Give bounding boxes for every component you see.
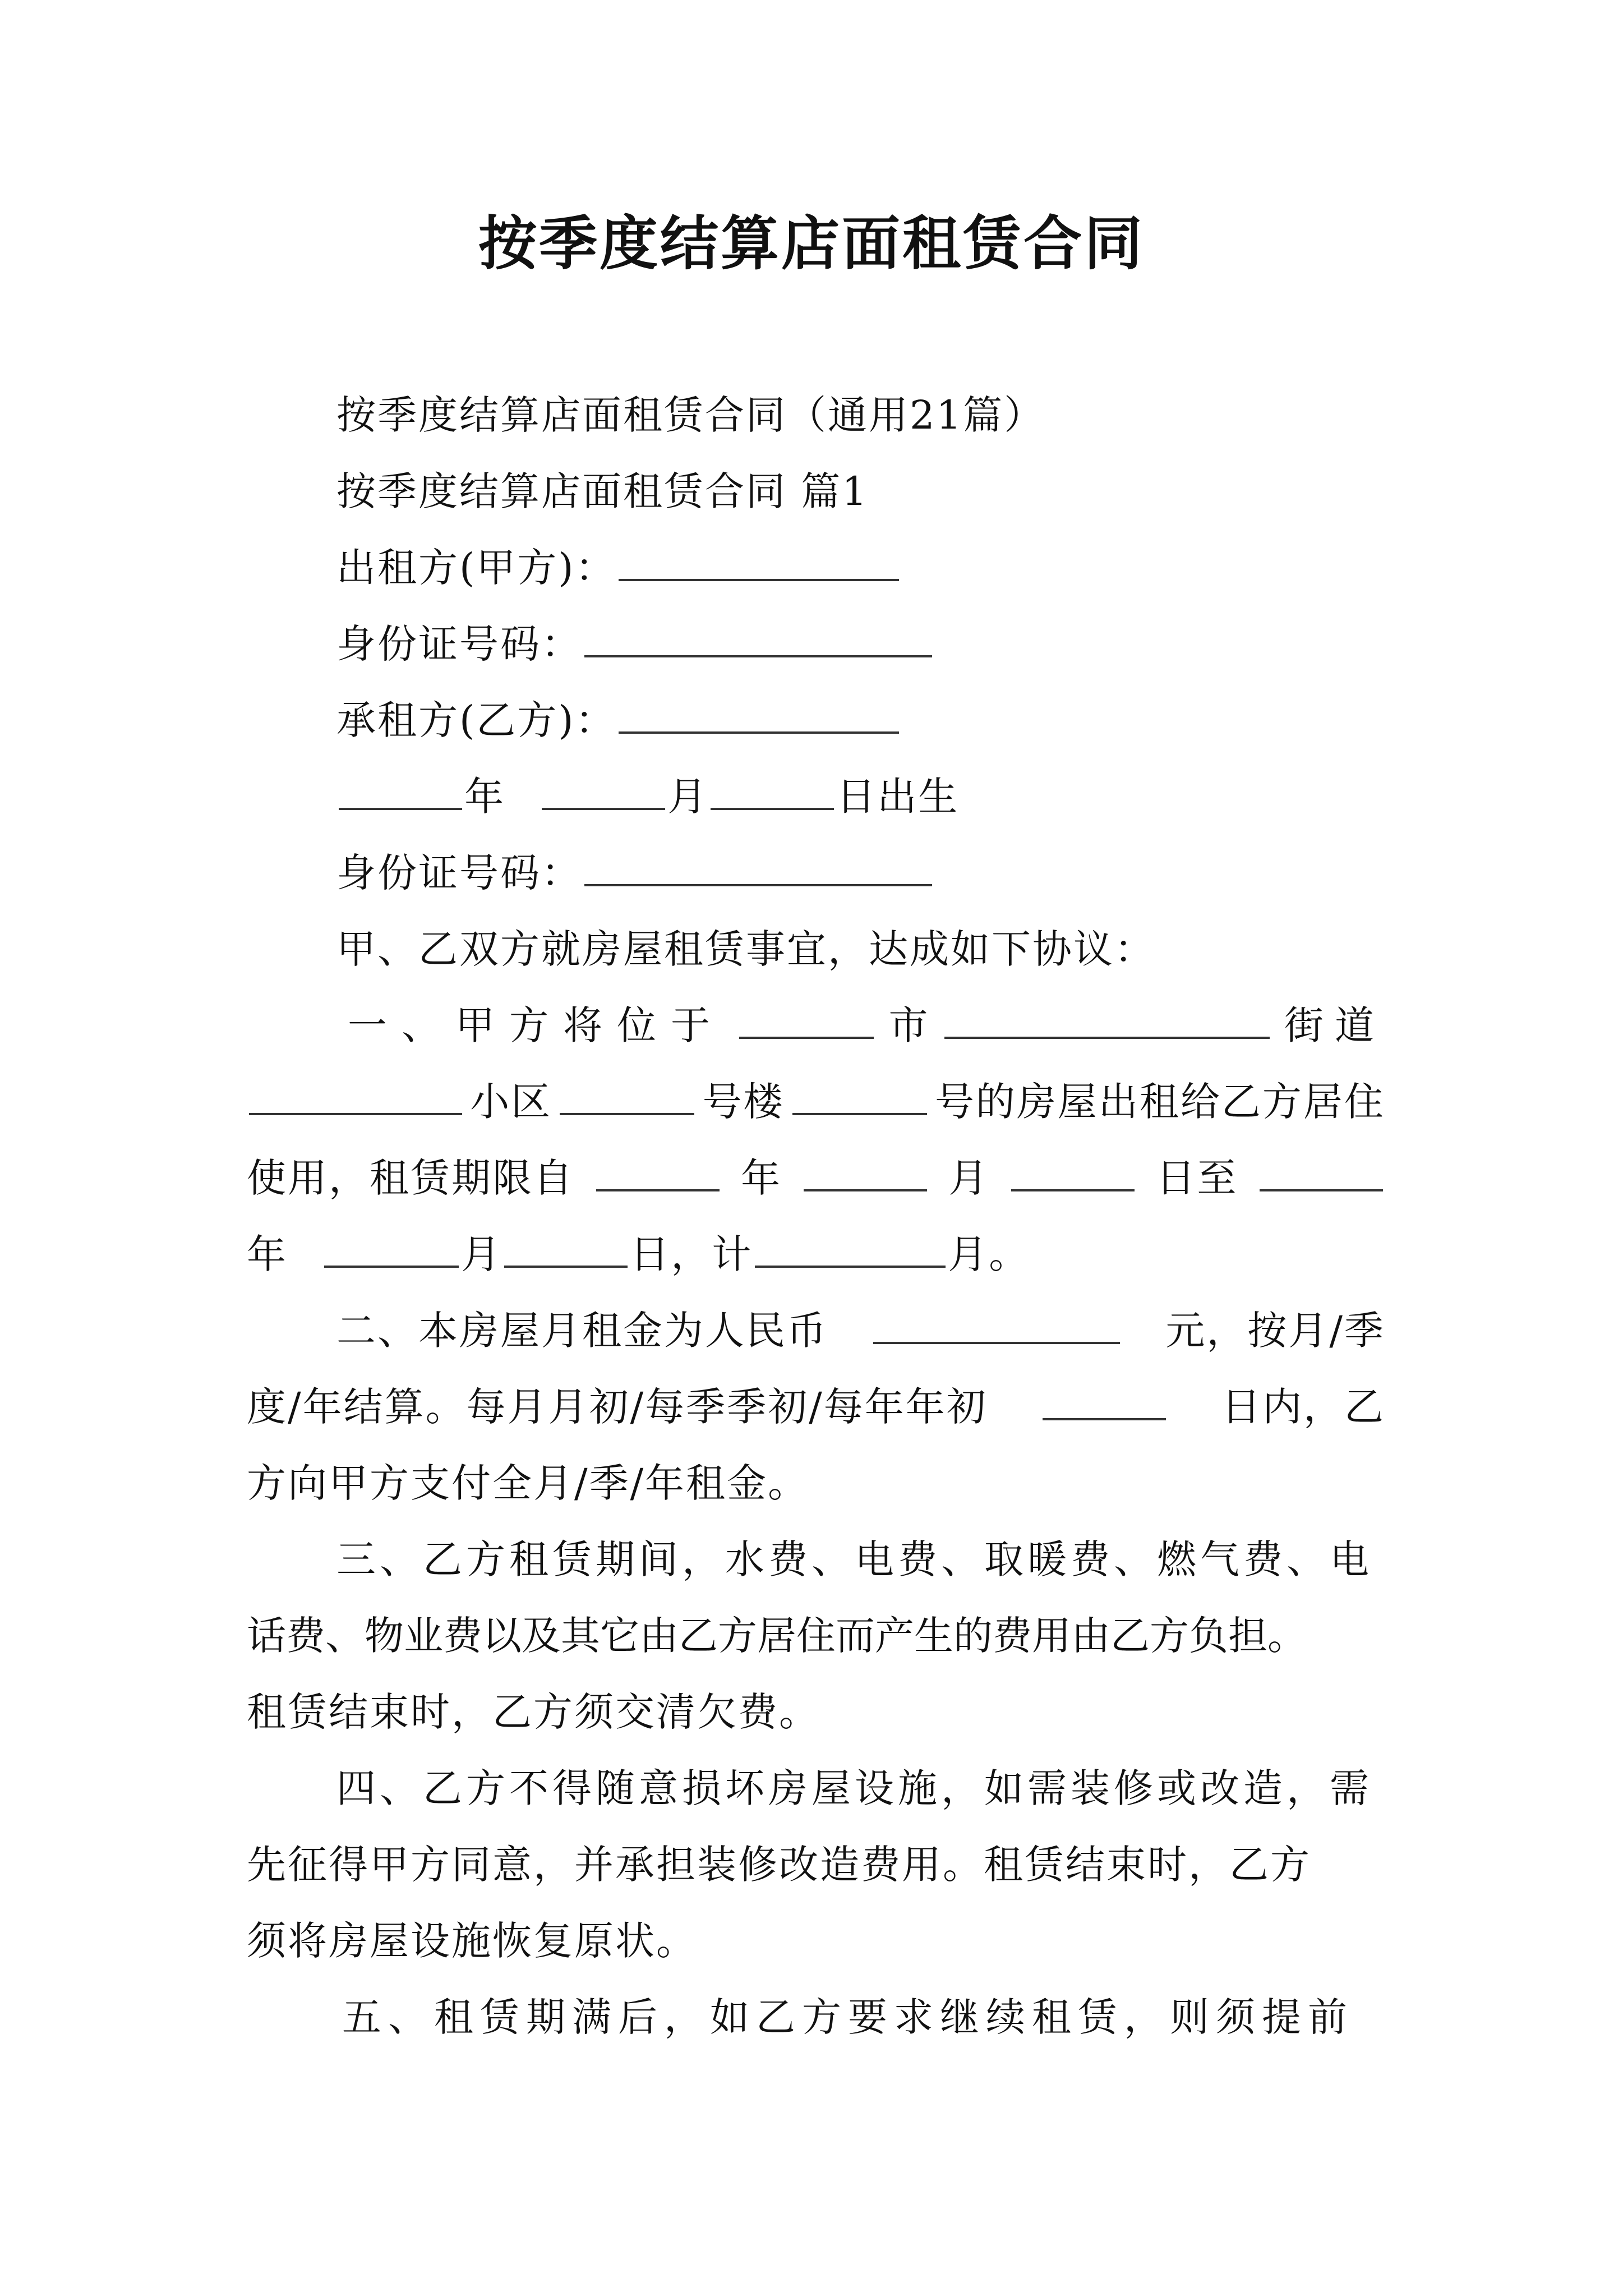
clause2-line2 bbox=[247, 1379, 1385, 1435]
birth-month-blank bbox=[542, 769, 665, 810]
clause1-l1b: 市 bbox=[888, 1002, 930, 1048]
id-blank-1 bbox=[584, 616, 932, 657]
clause1-l2a: 小区 bbox=[470, 1079, 552, 1125]
section-heading: 按季度结算店面租赁合同 篇1 bbox=[336, 468, 869, 514]
clause1-start-month-blank bbox=[804, 1150, 927, 1191]
clause2-line1 bbox=[336, 1303, 1385, 1359]
clause1-end-year-blank bbox=[1260, 1150, 1383, 1191]
clause1-community-blank bbox=[249, 1074, 462, 1115]
clause1-start-day-blank bbox=[1011, 1150, 1135, 1191]
birth-month-label: 月 bbox=[667, 774, 709, 820]
lessor-blank bbox=[619, 540, 899, 581]
clause1-building-blank bbox=[560, 1074, 694, 1115]
clause1-l2b: 号楼 bbox=[702, 1079, 785, 1125]
clause1-end-day-blank bbox=[504, 1226, 628, 1268]
clause1-l3b: 年 bbox=[741, 1155, 782, 1201]
clause1-l4d: 月。 bbox=[948, 1231, 1030, 1277]
document-title: 按季度结算店面租赁合同 bbox=[478, 209, 1145, 278]
clause1-start-year-blank bbox=[596, 1150, 720, 1191]
clause1-l3c: 月 bbox=[948, 1155, 990, 1201]
clause4-line1: 四、乙方不得随意损坏房屋设施，如需装修或改造，需 bbox=[336, 1765, 1373, 1811]
clause1-l4c: 日，计 bbox=[630, 1231, 753, 1277]
clause1-line3 bbox=[247, 1150, 1385, 1206]
clause1-l1c: 街道 bbox=[1284, 1002, 1385, 1048]
clause1-l3a: 使用，租赁期限自 bbox=[247, 1155, 574, 1201]
agreement-intro: 甲、乙双方就房屋租赁事宜，达成如下协议： bbox=[336, 926, 1155, 972]
clause3-line2: 话费、物业费以及其它由乙方居住而产生的费用由乙方负担。 bbox=[247, 1613, 1307, 1659]
clause1-l4b: 月 bbox=[461, 1231, 502, 1277]
clause1-l4a: 年 bbox=[247, 1231, 288, 1277]
clause1-line2 bbox=[247, 1074, 1385, 1130]
id-line-1 bbox=[336, 616, 934, 672]
lessee-label: 承租方(乙方)： bbox=[336, 697, 616, 743]
clause2-l1a: 二、本房屋月租金为人民币 bbox=[336, 1308, 828, 1354]
clause1-end-month-blank bbox=[324, 1226, 459, 1268]
birth-line bbox=[336, 769, 959, 825]
id-label-2: 身份证号码： bbox=[336, 850, 582, 896]
clause3-line1: 三、乙方租赁期间，水费、电费、取暖费、燃气费、电 bbox=[336, 1536, 1373, 1582]
clause2-l2a: 度/年结算。每月月初/每季季初/每年年初 bbox=[247, 1384, 988, 1430]
clause3-line3: 租赁结束时，乙方须交清欠费。 bbox=[247, 1689, 820, 1735]
clause2-l2b: 日内，乙 bbox=[1221, 1384, 1385, 1430]
birth-year-label: 年 bbox=[464, 774, 505, 820]
clause4-line3: 须将房屋设施恢复原状。 bbox=[247, 1918, 697, 1964]
clause1-l2c: 号的房屋出租给乙方居住 bbox=[934, 1079, 1385, 1125]
birth-year-blank bbox=[339, 769, 462, 810]
clause1-city-blank bbox=[739, 997, 874, 1039]
lessee-blank bbox=[619, 692, 899, 734]
id-label-1: 身份证号码： bbox=[336, 621, 582, 667]
clause1-room-blank bbox=[792, 1074, 927, 1115]
birth-day-blank bbox=[711, 769, 834, 810]
lessor-line bbox=[336, 540, 901, 596]
clause4-line2: 先征得甲方同意，并承担装修改造费用。租赁结束时，乙方 bbox=[247, 1842, 1311, 1888]
clause5-line1: 五、租赁期满后，如乙方要求继续租赁，则须提前 bbox=[342, 1994, 1354, 2040]
birth-day-label: 日出生 bbox=[836, 774, 960, 820]
clause1-line1 bbox=[348, 997, 1385, 1053]
clause2-l1b: 元，按月/季 bbox=[1165, 1308, 1385, 1354]
clause1-line4 bbox=[247, 1226, 1385, 1282]
clause1-months-blank bbox=[755, 1226, 946, 1268]
clause2-days-blank bbox=[1043, 1379, 1166, 1420]
clause1-l3d: 日至 bbox=[1156, 1155, 1238, 1201]
clause1-street-blank bbox=[944, 997, 1270, 1039]
clause2-rent-blank bbox=[873, 1303, 1120, 1344]
clause2-line3: 方向甲方支付全月/季/年租金。 bbox=[247, 1460, 809, 1506]
clause1-l1a: 一、甲方将位于 bbox=[348, 1002, 725, 1048]
id-blank-2 bbox=[584, 845, 932, 886]
document-subtitle: 按季度结算店面租赁合同（通用21篇） bbox=[336, 392, 1045, 438]
id-line-2 bbox=[336, 845, 934, 901]
lessee-line bbox=[336, 692, 901, 748]
lessor-label: 出租方(甲方)： bbox=[336, 545, 616, 591]
